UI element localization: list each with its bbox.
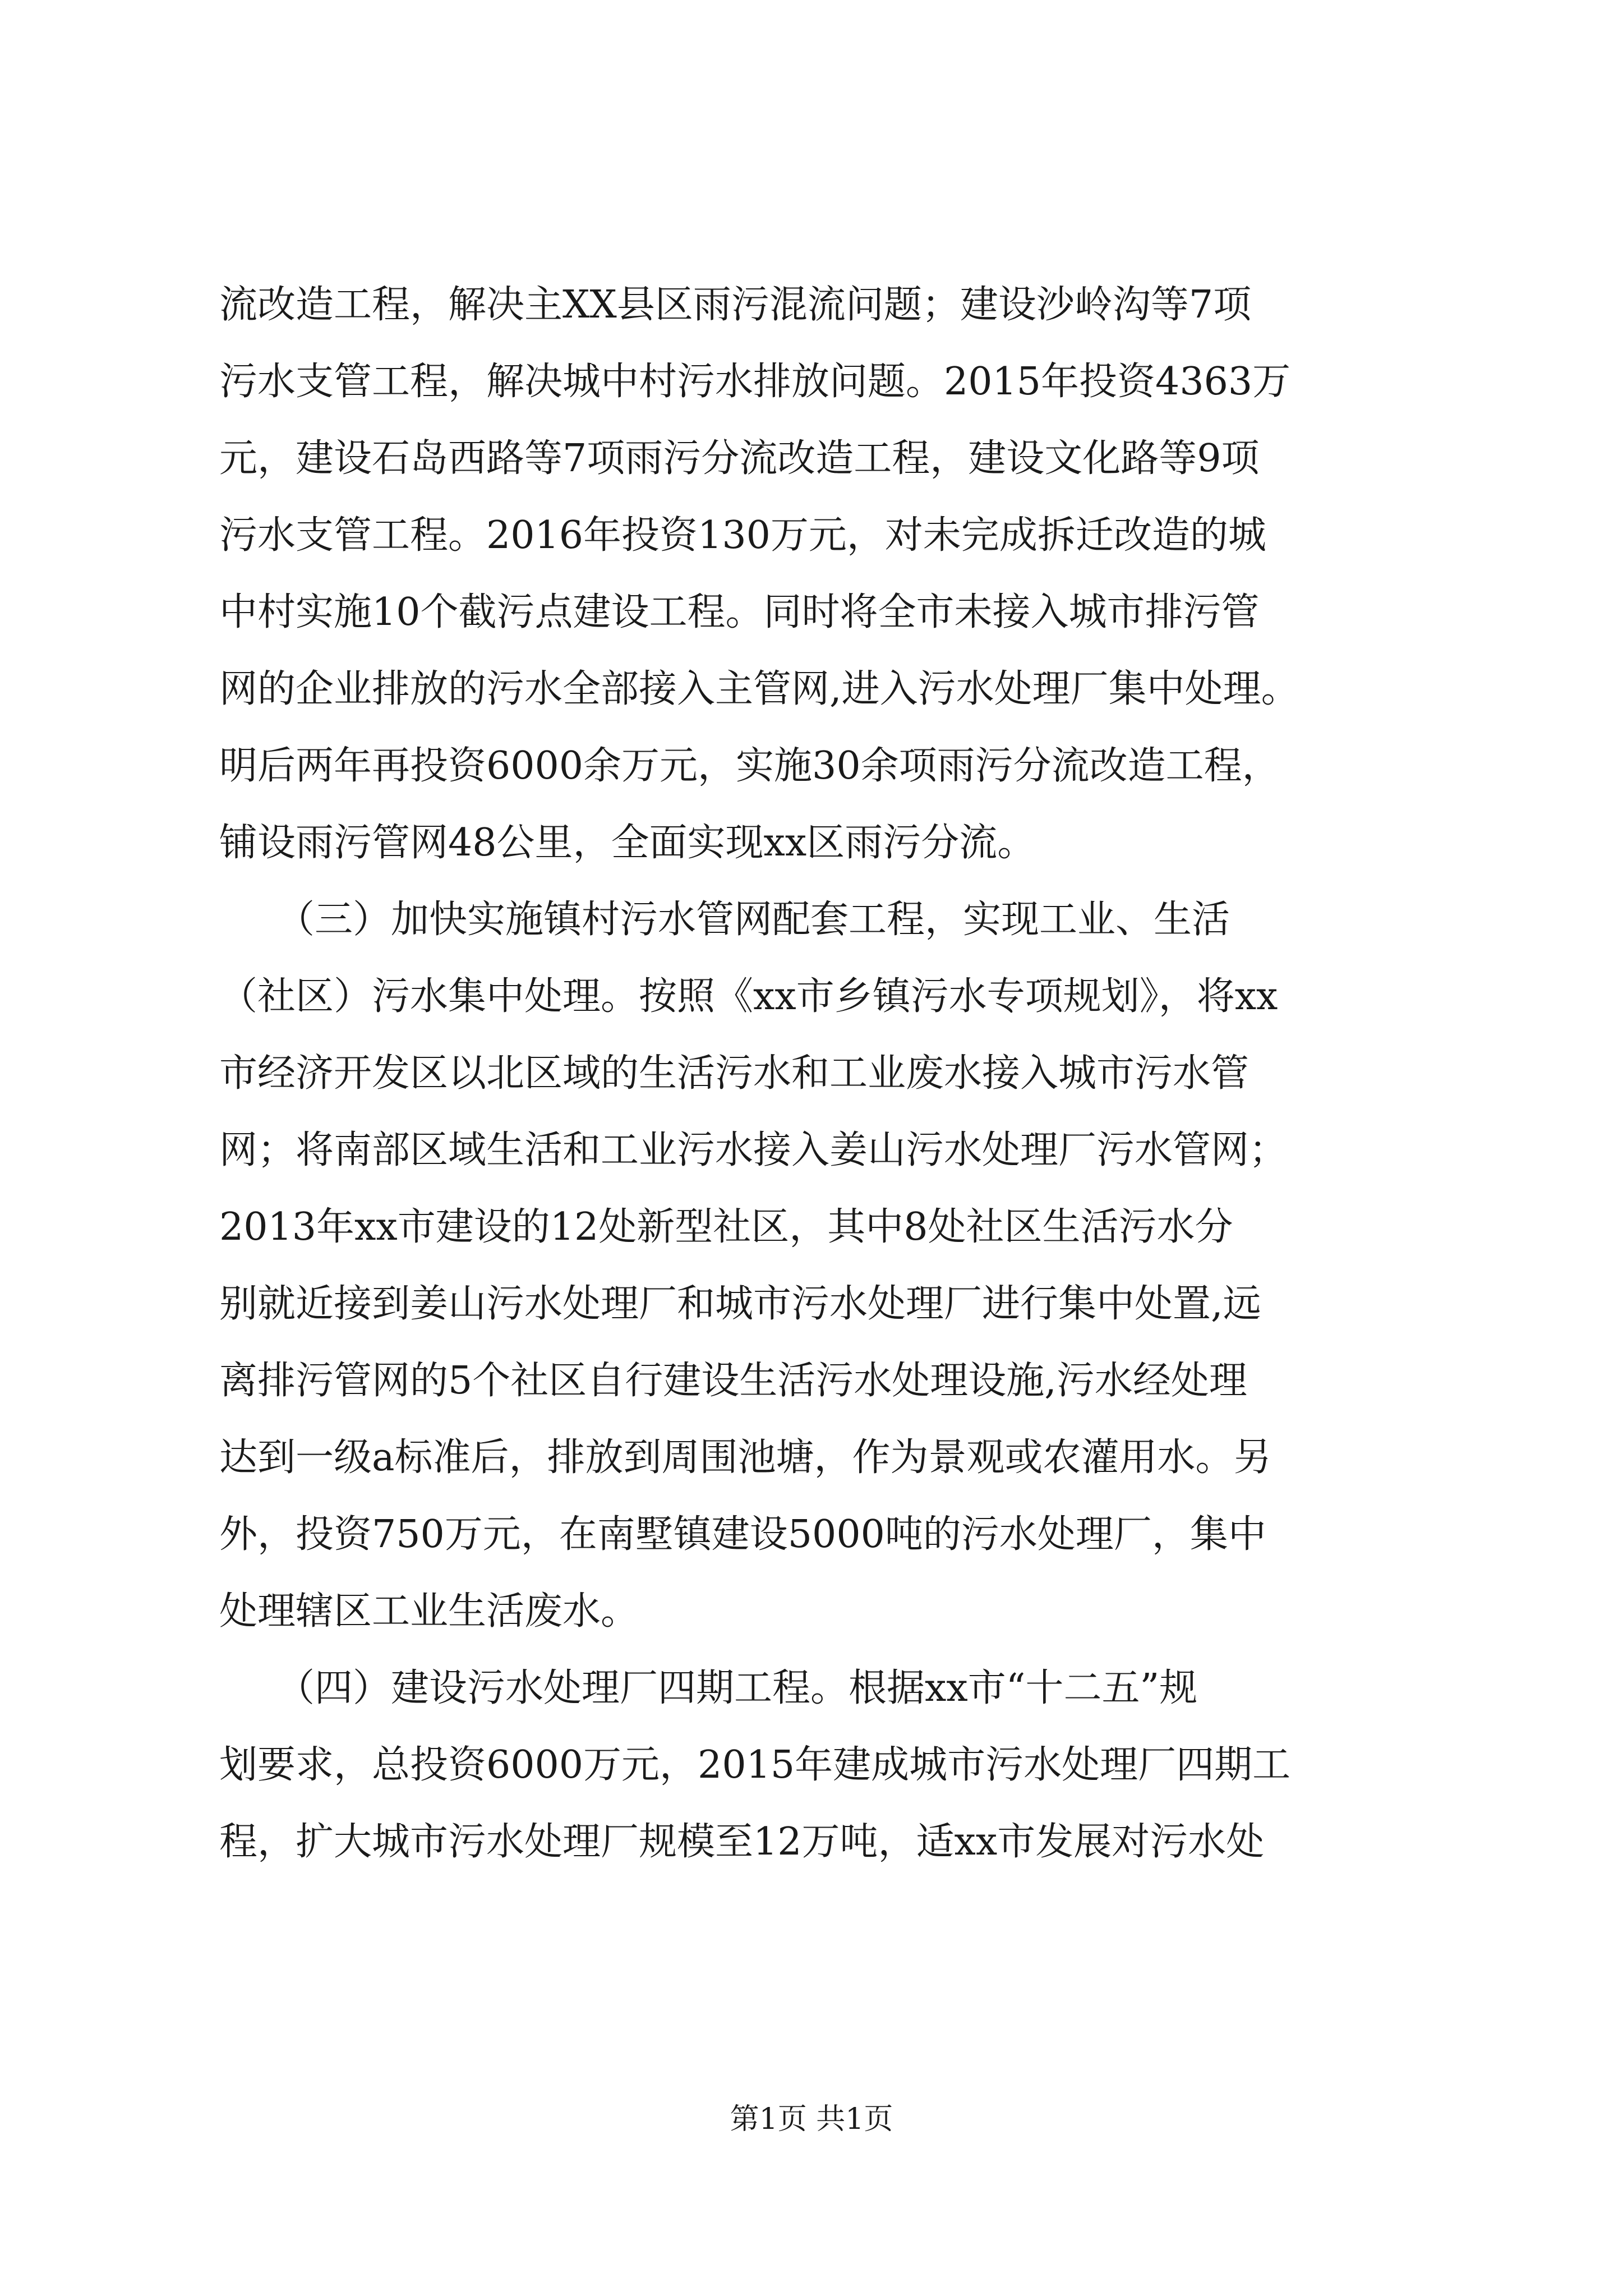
- text-line: 污水支管工程。2016年投资130万元，对未完成拆迁改造的城: [219, 513, 1266, 558]
- page-indicator: 第1页 共1页: [730, 2102, 893, 2136]
- text-line: 污水支管工程，解决城中村污水排放问题。2015年投资4363万: [219, 360, 1291, 404]
- text-line: 达到一级a标准后，排放到周围池塘，作为景观或农灌用水。另: [219, 1435, 1272, 1480]
- text-line: 程，扩大城市污水处理厂规模至12万吨，适xx市发展对污水处: [219, 1820, 1265, 1864]
- text-line: 铺设雨污管网48公里，全面实现xx区雨污分流。: [219, 821, 1036, 865]
- text-line: 外，投资750万元，在南墅镇建设5000吨的污水处理厂，集中: [219, 1512, 1266, 1557]
- text-line: 划要求，总投资6000万元，2015年建成城市污水处理厂四期工: [219, 1743, 1291, 1787]
- text-line: 2013年xx市建设的12处新型社区，其中8处社区生活污水分: [219, 1205, 1233, 1249]
- text-line: 元，建设石岛西路等7项雨污分流改造工程，建设文化路等9项: [219, 436, 1260, 481]
- text-line: 处理辖区工业生活废水。: [219, 1589, 639, 1634]
- section-heading-line: （三）加快实施镇村污水管网配套工程，实现工业、生活: [219, 898, 1230, 942]
- text-line: 中村实施10个截污点建设工程。同时将全市未接入城市排污管: [219, 590, 1260, 634]
- text-line: （社区）污水集中处理。按照《xx市乡镇污水专项规划》，将xx: [219, 974, 1278, 1019]
- page-footer: [0, 2095, 1623, 2137]
- text-line: 网；将南部区域生活和工业污水接入姜山污水处理厂污水管网；: [219, 1128, 1288, 1172]
- section-heading-line: （四）建设污水处理厂四期工程。根据xx市“十二五”规: [219, 1666, 1198, 1710]
- text-line: 流改造工程，解决主XX县区雨污混流问题；建设沙岭沟等7项: [219, 283, 1252, 327]
- document-body: [219, 266, 1431, 1880]
- text-line: 别就近接到姜山污水处理厂和城市污水处理厂进行集中处置,远: [219, 1282, 1261, 1326]
- text-line: 明后两年再投资6000余万元，实施30余项雨污分流改造工程，: [219, 744, 1280, 788]
- text-line: 市经济开发区以北区域的生活污水和工业废水接入城市污水管: [219, 1051, 1249, 1096]
- text-line: 离排污管网的5个社区自行建设生活污水处理设施,污水经处理: [219, 1359, 1247, 1403]
- text-line: 网的企业排放的污水全部接入主管网,进入污水处理厂集中处理。: [219, 667, 1299, 711]
